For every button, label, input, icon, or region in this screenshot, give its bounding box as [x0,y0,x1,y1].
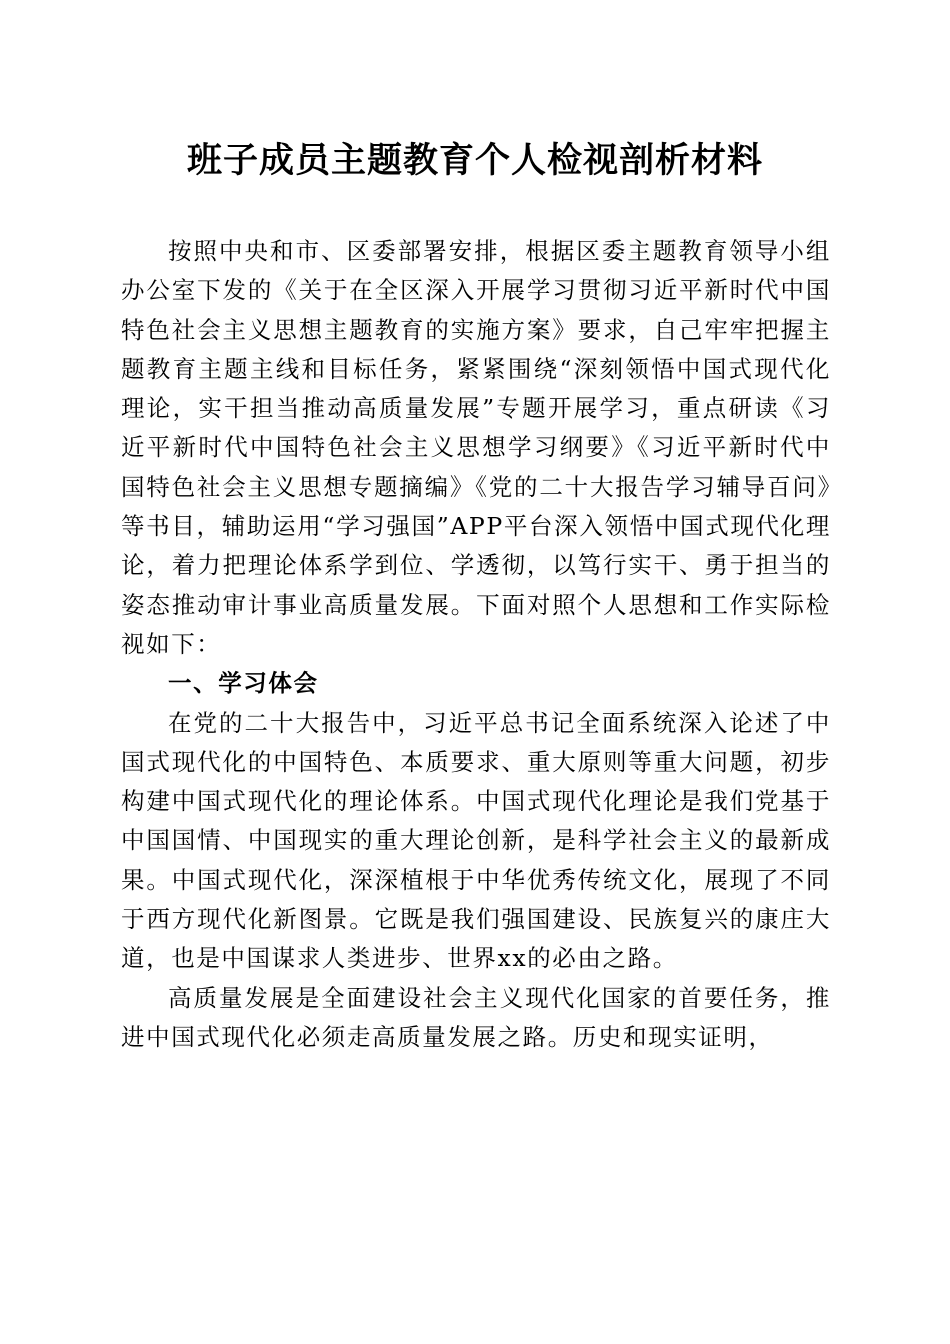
document-title: 班子成员主题教育个人检视剖析材料 [186,140,763,181]
section-heading-study: 一、学习体会 [168,669,319,698]
study-paragraph-1: 在党的二十大报告中，习近平总书记全面系统深入论述了中国式现代化的中国特色、本质要求、重大原则等重大问题，初步构建中国式现代化的理论体系。中国式现代化理论是我们党基于中国国情、中国现实的重大理论创新，是科学社会主义的最新成果。中国式现代化，深深植根于中华优秀传统文化，展现了不同于西方现代化新图景。它既是我们强国建设、民族复兴的康庄大道，也是中国谋求人类进步、世界xx的必由之路。 [121,708,831,973]
intro-paragraph: 按照中央和市、区委部署安排，根据区委主题教育领导小组办公室下发的《关于在全区深入开展学习贯彻习近平新时代中国特色社会主义思想主题教育的实施方案》要求，自己牢牢把握主题教育主题主线和目标任务，紧紧围绕“深刻领悟中国式现代化理论，实干担当推动高质量发展”专题开展学习，重点研读《习近平新时代中国特色社会主义思想学习纲要》《习近平新时代中国特色社会主义思想专题摘编》《党的二十大报告学习辅导百问》等书目，辅助运用“学习强国”APP平台深入领悟中国式现代化理论，着力把理论体系学到位、学透彻，以笃行实干、勇于担当的姿态推动审计事业高质量发展。下面对照个人思想和工作实际检视如下： [121,237,831,658]
study-paragraph-2: 高质量发展是全面建设社会主义现代化国家的首要任务，推进中国式现代化必须走高质量发展之路。历史和现实证明， [121,983,831,1051]
document-body [121,232,831,1057]
